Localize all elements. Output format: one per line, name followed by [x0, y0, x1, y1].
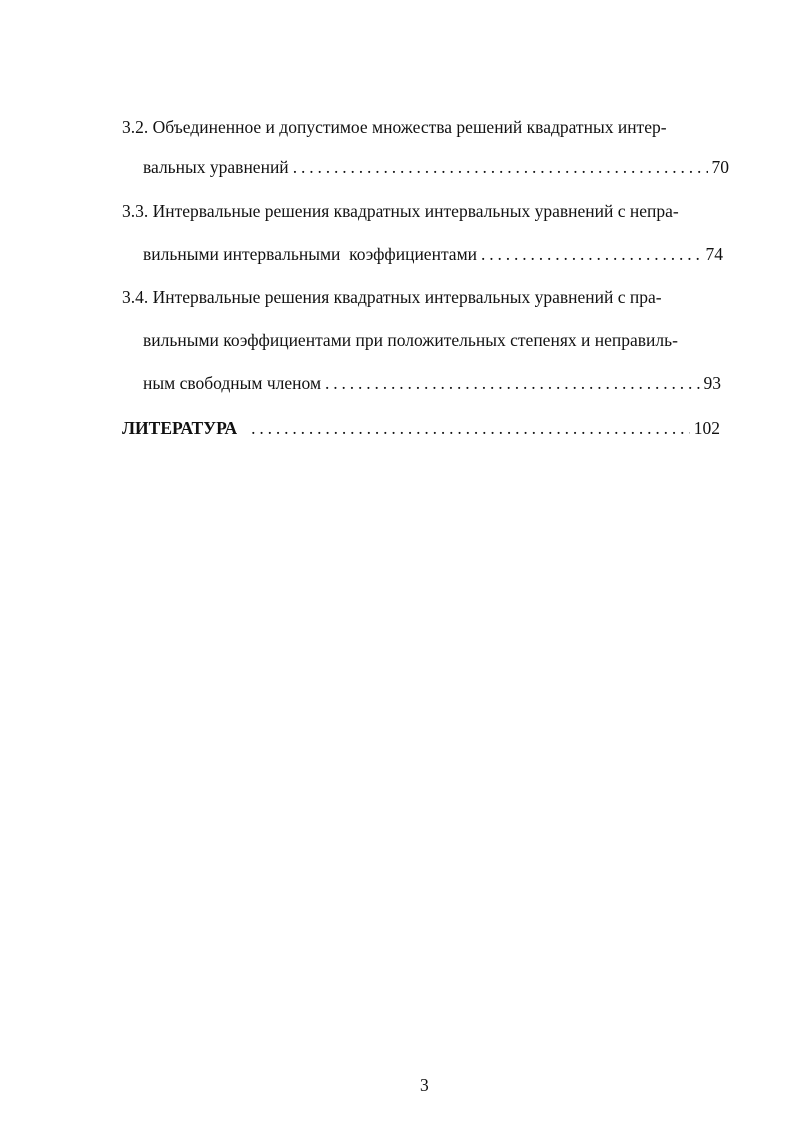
toc-entry-text: 3.4. Интервальные решения квадратных интервальных уравнений с пра-	[122, 287, 662, 307]
toc-entry-text: ЛИТЕРАТУРА	[122, 418, 238, 438]
toc-entry-leader-line	[143, 372, 721, 394]
toc-entry-text: вальных уравнений	[143, 157, 289, 177]
toc-entry-text: вильными коэффициентами при положительных степенях и неправиль-	[143, 330, 678, 350]
dot-leader	[251, 417, 690, 439]
dot-leader	[325, 372, 699, 394]
page-number: 3	[420, 1075, 429, 1095]
toc-page-number: 74	[705, 244, 723, 264]
dot-leader	[481, 243, 701, 265]
toc-entry-text: 3.2. Объединенное и допустимое множества решений квадратных интер-	[122, 117, 667, 137]
toc-entry-text: вильными интервальными коэффициентами	[143, 244, 478, 264]
toc-page-number: 70	[711, 157, 729, 177]
toc-entry-text: 3.3. Интервальные решения квадратных интервальных уравнений с непра-	[122, 201, 679, 221]
toc-entry-text: ным свободным членом	[143, 373, 322, 393]
dot-leader	[293, 156, 708, 178]
toc-entry-leader-line	[143, 156, 729, 178]
toc-entry-leader-line	[122, 417, 720, 439]
toc-page-number: 93	[703, 373, 721, 393]
toc-entry-leader-line	[143, 243, 723, 265]
toc-page-number: 102	[693, 418, 720, 438]
